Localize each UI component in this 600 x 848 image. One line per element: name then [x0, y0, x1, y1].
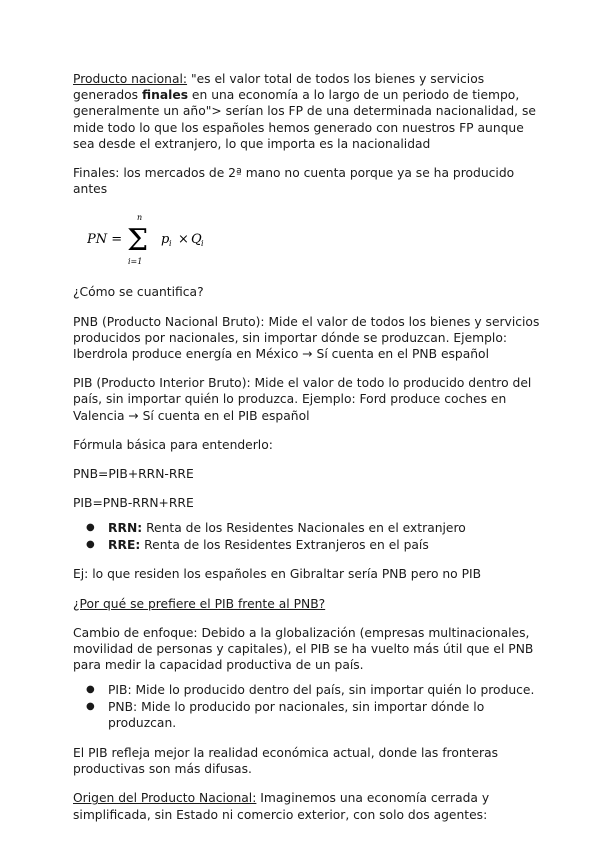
origin-text: Imaginemos una economía cerrada y simplificada, sin Estado ni comercio exterior, con solo dos agentes:	[73, 791, 490, 822]
formula-sigma: Σ	[127, 223, 149, 259]
acronym-list	[73, 520, 543, 553]
formula-lower-limit: i=1	[128, 257, 143, 267]
formula-intro: Fórmula básica para entenderlo:	[73, 437, 273, 452]
acronym-text: Renta de los Residentes Extranjeros en el país	[140, 537, 429, 552]
formula-q-sub: i	[201, 239, 204, 249]
intro-label: Producto nacional:	[73, 72, 188, 86]
acronym-text: Renta de los Residentes Nacionales en el extranjero	[142, 521, 466, 536]
pib-definition: PIB (Producto Interior Bruto): Mide el valor de todo lo producido dentro del país, sin importar quién lo produzca. Ejemplo: Ford produce coches en Valencia → Sí cuenta en el PIB español	[73, 376, 532, 423]
why-heading: ¿Por qué se prefiere el PIB frente al PNB?	[73, 596, 326, 611]
formula-times: ×	[178, 232, 189, 248]
pn-formula-svg	[87, 211, 247, 271]
comparison-list	[73, 682, 543, 732]
why-paragraph: Cambio de enfoque: Debido a la globalización (empresas multinacionales, movilidad de personas y capitales), el PIB se ha vuelto más útil que el PNB para medir la capacidad productiva de un país.	[73, 625, 534, 673]
question-quantify: ¿Cómo se cuantifica?	[73, 285, 204, 300]
intro-quote-rest: en una economía a lo largo de un periodo de tiempo, generalmente un año"> serían los FP de una determinada nacionalidad, se mide todo lo que los españoles hemos generado con nuestros FP aunque sea desde el extranjero, lo que importa es la nacionalidad	[73, 88, 536, 151]
formula-p-sub: i	[169, 239, 172, 249]
finales-note: Finales: los mercados de 2ª mano no cuenta porque ya se ha producido antes	[73, 166, 515, 197]
pn-formula	[87, 211, 543, 271]
formula-lhs: PN =	[87, 232, 123, 248]
origin-paragraph	[73, 790, 543, 822]
pnb-definition: PNB (Producto Nacional Bruto): Mide el valor de todos los bienes y servicios producidos por nacionales, sin importar dónde se produzcan. Ejemplo: Iberdrola produce energía en México → Sí cuenta en el PNB español	[73, 314, 540, 362]
intro-bold-word: finales	[141, 88, 189, 103]
formula-upper-limit: n	[137, 213, 143, 223]
acronym-term: RRN:	[108, 521, 143, 536]
gibraltar-example: Ej: lo que residen los españoles en Gibraltar sería PNB pero no PIB	[73, 567, 482, 582]
formula-p: p	[161, 232, 170, 248]
formula-q: Q	[191, 232, 202, 248]
origin-label: Origen del Producto Nacional:	[73, 791, 257, 806]
equation-pnb: PNB=PIB+RRN-RRE	[73, 467, 194, 482]
reflection-paragraph: El PIB refleja mejor la realidad económica actual, donde las fronteras productivas son más difusas.	[73, 745, 499, 777]
intro-paragraph	[73, 71, 543, 152]
acronym-term: RRE:	[108, 537, 141, 552]
list-item	[73, 520, 543, 537]
document-body	[73, 71, 543, 823]
equation-pib: PIB=PNB-RRN+RRE	[73, 496, 194, 511]
list-item: ● PIB: Mide lo producido dentro del país, sin importar quién lo produce.	[73, 682, 543, 699]
list-item	[73, 537, 543, 554]
list-item: ● PNB: Mide lo producido por nacionales, sin importar dónde lo produzcan.	[73, 699, 543, 732]
intro-quote-start: "es el valor total de todos los bienes y servicios generados	[73, 72, 485, 103]
